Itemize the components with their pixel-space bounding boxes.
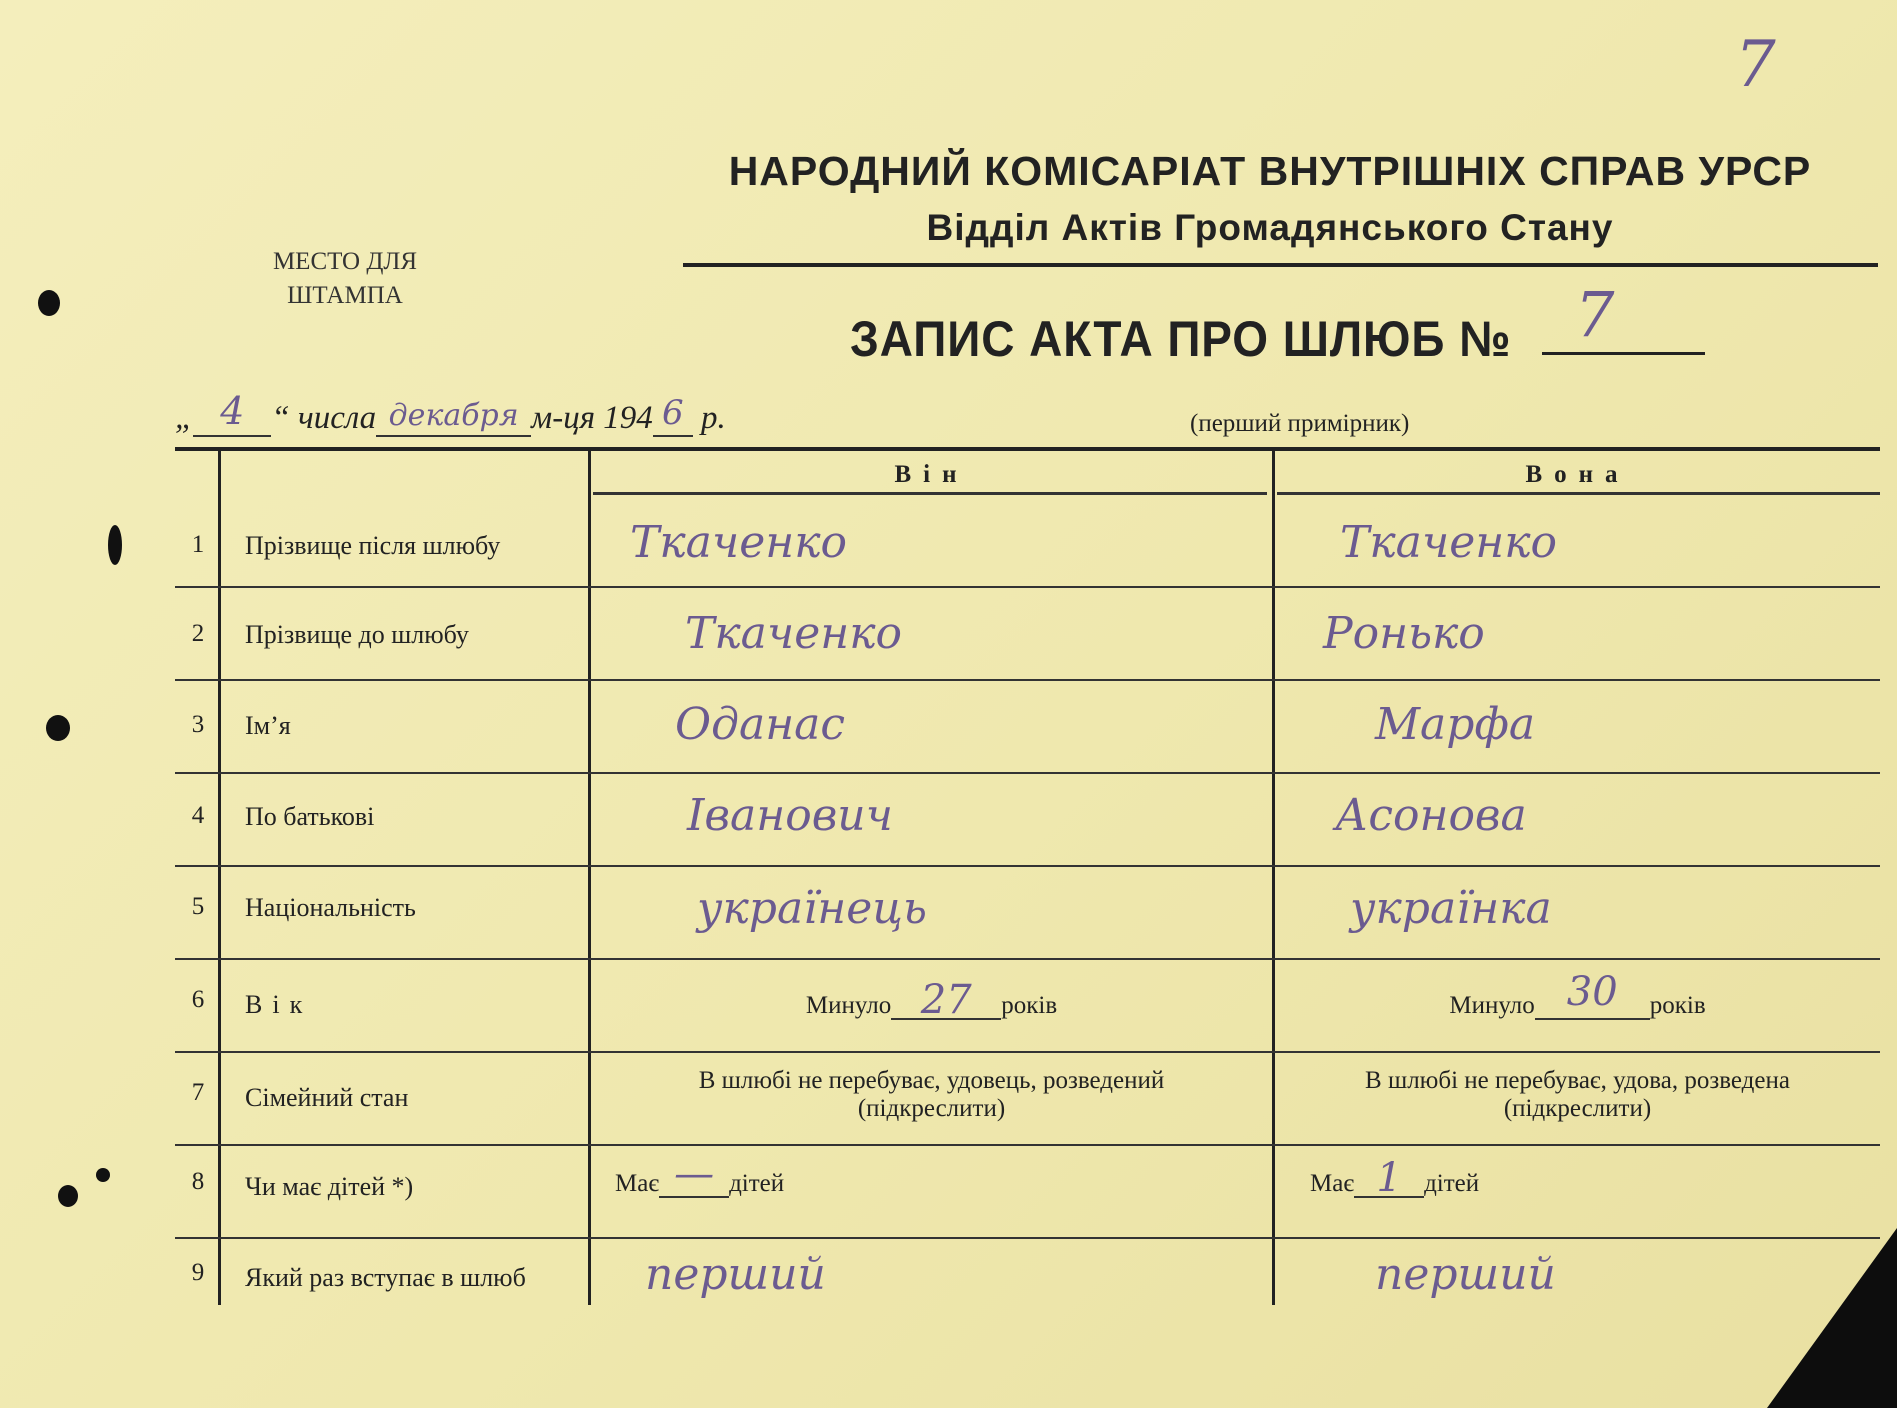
groom-surname-after: Ткаченко	[630, 517, 848, 568]
row-number: 2	[191, 620, 205, 647]
groom-first-name: Оданас	[675, 699, 846, 750]
row-label: Ім’я	[245, 711, 291, 740]
table-row	[175, 681, 1880, 774]
date-quote-open: „	[175, 400, 194, 436]
record-number: 7	[1575, 278, 1615, 351]
copy-label: (перший примірник)	[1190, 410, 1410, 437]
row-number: 7	[191, 1079, 205, 1106]
date-day-label: числа	[297, 400, 377, 436]
groom-nationality: українець	[697, 883, 927, 934]
date-year-suffix: р.	[701, 400, 726, 436]
row-number: 8	[191, 1168, 205, 1195]
groom-marital-status	[591, 1067, 1272, 1123]
bride-children-blank	[1354, 1155, 1424, 1201]
table-row	[175, 1239, 1880, 1305]
table-row	[175, 867, 1880, 960]
row-label: Сімейний стан	[245, 1083, 409, 1112]
groom-surname-before: Ткаченко	[685, 608, 903, 659]
row-number: 6	[191, 986, 205, 1013]
table-row	[175, 1146, 1880, 1239]
underline-instruction: (підкреслити)	[857, 1095, 1006, 1122]
groom-children: —	[674, 1151, 715, 1197]
row-label: Вік	[245, 990, 313, 1019]
row-label: Чи має дітей *)	[245, 1172, 414, 1201]
groom-marriage-count: перший	[645, 1249, 826, 1300]
date-year-prefix: 194	[603, 400, 653, 436]
table-row	[175, 495, 1880, 588]
record-number-line	[1542, 352, 1705, 355]
children-prefix: Має	[1310, 1170, 1355, 1197]
marital-status-options: В шлюбі не перебуває, удовець, розведений	[698, 1067, 1165, 1094]
row-label: Прізвище до шлюбу	[245, 620, 469, 649]
punch-hole-mark	[96, 1168, 110, 1182]
row-number: 5	[191, 893, 205, 920]
date-month-field	[376, 398, 531, 437]
age-suffix: років	[1649, 992, 1706, 1019]
department-heading: Відділ Актів Громадянського Стану	[926, 207, 1614, 248]
bride-patronymic: Асонова	[1335, 790, 1527, 841]
marital-status-options: В шлюбі не перебуває, удова, розведена	[1365, 1067, 1790, 1094]
column-header-he: Він	[894, 461, 969, 488]
bride-first-name: Марфа	[1375, 699, 1536, 750]
row-number: 4	[191, 802, 205, 829]
groom-age-blank	[891, 977, 1001, 1023]
underline-instruction: (підкреслити)	[1503, 1095, 1652, 1122]
page-number: 7	[1735, 28, 1776, 102]
bride-marriage-count: перший	[1375, 1249, 1556, 1300]
bride-age-blank	[1535, 969, 1650, 1020]
row-label: Прізвище після шлюбу	[245, 531, 501, 560]
date-year-digit: 6	[661, 393, 684, 433]
punch-hole-mark	[46, 715, 70, 741]
date-day: 4	[220, 389, 245, 433]
age-prefix: Минуло	[1449, 992, 1535, 1019]
table-row	[175, 960, 1880, 1053]
punch-hole-mark	[108, 525, 122, 565]
groom-age: 27	[920, 977, 972, 1023]
bride-age-field	[1275, 969, 1880, 1020]
row-label: По батькові	[245, 802, 375, 831]
row-number: 1	[191, 531, 205, 558]
date-month: декабря	[388, 398, 519, 433]
date-year-field	[653, 393, 693, 437]
stamp-place	[230, 245, 460, 313]
table-top-rule	[175, 447, 1880, 451]
date-line	[175, 389, 726, 437]
date-quote-close: “	[271, 400, 290, 436]
date-day-field	[193, 389, 271, 437]
bride-surname-before: Ронько	[1323, 608, 1485, 659]
groom-children-blank	[659, 1151, 729, 1198]
bride-nationality: українка	[1350, 883, 1552, 934]
page-title: ЗАПИС АКТА ПРО ШЛЮБ №	[850, 311, 1512, 367]
row-number: 9	[191, 1259, 205, 1286]
header-rule	[683, 263, 1878, 267]
punch-hole-mark	[38, 290, 60, 316]
ministry-heading: НАРОДНИЙ КОМІСАРІАТ ВНУТРІШНІХ СПРАВ УРСР	[728, 148, 1812, 194]
stamp-place-line: ШТАМПА	[287, 282, 403, 309]
row-label: Який раз вступає в шлюб	[245, 1263, 526, 1292]
column-header-she: Вона	[1525, 461, 1630, 488]
bride-children-field	[1310, 1155, 1480, 1201]
table-row	[175, 588, 1880, 681]
groom-patronymic: Іванович	[687, 790, 894, 841]
table-row	[175, 1053, 1880, 1146]
age-suffix: років	[1001, 992, 1058, 1019]
bride-marital-status	[1275, 1067, 1880, 1123]
age-prefix: Минуло	[805, 992, 892, 1019]
row-number: 3	[191, 711, 205, 738]
stamp-place-line: МЕСТО ДЛЯ	[272, 248, 418, 275]
groom-children-field	[615, 1151, 785, 1198]
table-row	[175, 774, 1880, 867]
bride-surname-after: Ткаченко	[1340, 517, 1558, 568]
groom-age-field	[591, 977, 1272, 1023]
children-suffix: дітей	[1424, 1170, 1480, 1197]
children-suffix: дітей	[729, 1170, 785, 1197]
bride-age: 30	[1566, 969, 1618, 1015]
date-month-label: м-ця	[531, 400, 596, 436]
bride-children: 1	[1376, 1155, 1402, 1201]
children-prefix: Має	[615, 1170, 660, 1197]
marriage-record-table	[175, 447, 1880, 1305]
punch-hole-mark	[58, 1185, 78, 1207]
row-label: Національність	[245, 893, 416, 922]
